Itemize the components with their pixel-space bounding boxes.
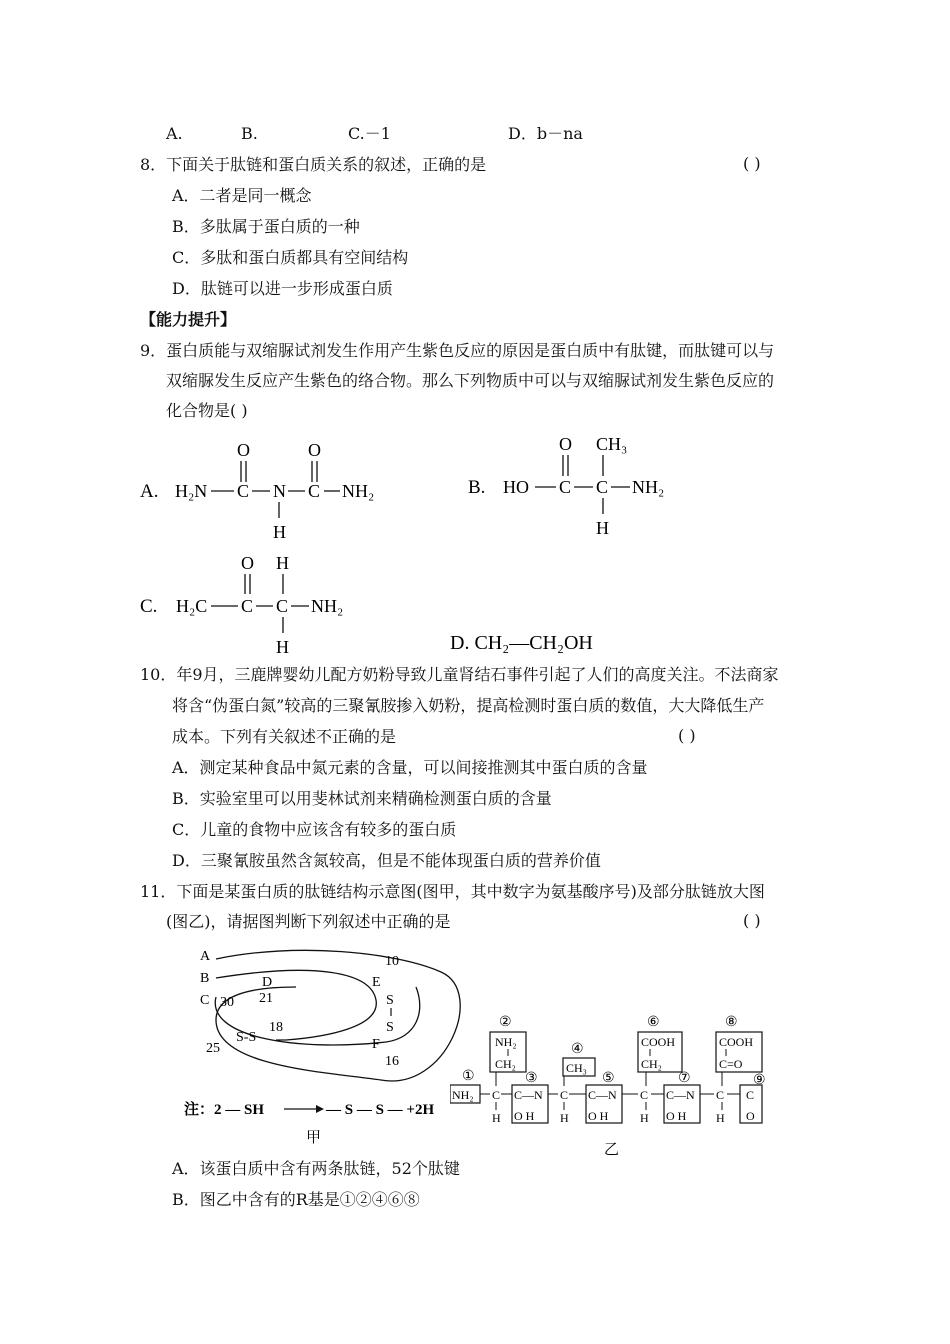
label-d: D: [262, 975, 273, 990]
structure-b-h: H: [596, 518, 609, 538]
num-18: 18: [269, 1020, 283, 1035]
ha-3: H: [640, 1111, 649, 1125]
structure-b-c1: C: [559, 477, 572, 497]
note-product: — S — S — +2H: [326, 1102, 435, 1118]
q10-option-a: A．测定某种食品中氮元素的含量，可以间接推测其中蛋白质的含量: [172, 758, 648, 777]
num-10: 10: [385, 954, 399, 969]
structure-c-htop: H: [276, 553, 289, 573]
r8-cooh: COOH: [719, 1035, 754, 1049]
q8-option-c: C．多肽和蛋白质都具有空间结构: [172, 248, 409, 267]
circle-3: ③: [525, 1071, 538, 1086]
q9-stem-line3: 化合物是( ): [166, 401, 248, 420]
structure-b-nh2: NH₂: [632, 477, 665, 497]
r6-ch2: CH₂: [641, 1057, 662, 1071]
peptide-3-oh: O H: [666, 1109, 687, 1123]
q10-option-b: B．实验室里可以用斐林试剂来精确检测蛋白质的含量: [172, 789, 552, 808]
circle-8: ⑧: [725, 1015, 738, 1030]
q9-stem-line2: 双缩脲发生反应产生紫色的络合物。那么下列物质中可以与双缩脲试剂发生紫色反应的: [166, 371, 775, 390]
q10-option-c: C．儿童的食物中应该含有较多的蛋白质: [172, 820, 457, 839]
label-e: E: [372, 975, 381, 990]
q10-stem-line2: 将含“伪蛋白氮”较高的三聚氰胺掺入奶粉，提高检测时蛋白质的数值，大大降低生产: [172, 696, 765, 715]
circle-9: ⑨: [753, 1073, 766, 1088]
q7-option-c: C.－1: [348, 124, 391, 143]
figure-yi: [450, 1012, 790, 1222]
r6-cooh: COOH: [641, 1035, 676, 1049]
section-heading: 【能力提升】: [140, 310, 237, 329]
circle-7: ⑦: [678, 1071, 691, 1086]
peptide-2-oh: O H: [588, 1109, 609, 1123]
q11-option-a: A．该蛋白质中含有两条肽链，52个肽键: [172, 1159, 460, 1178]
q8-stem: 8．下面关于肽链和蛋白质关系的叙述，正确的是: [140, 155, 487, 174]
q11-option-b: B．图乙中含有的R基是①②④⑥⑧: [172, 1190, 420, 1209]
structure-a-h: H: [273, 522, 286, 542]
structure-c-label: C.: [140, 596, 158, 617]
q8-option-a: A．二者是同一概念: [172, 186, 312, 205]
r2-ch2: CH₂: [495, 1057, 516, 1071]
peptide-2: C—N: [588, 1088, 617, 1102]
structure-a-c1: C: [237, 481, 250, 501]
ha-1: H: [492, 1111, 501, 1125]
note: 注：2 — SH: [184, 1102, 265, 1118]
ca-1: C: [492, 1088, 501, 1102]
num-21: 21: [259, 991, 273, 1006]
structure-a-h2n: H₂N: [175, 481, 208, 501]
nh2-terminal: NH₂: [452, 1088, 474, 1102]
q10-answer-paren: ( ): [678, 726, 696, 745]
structure-a-label: A.: [140, 481, 159, 502]
r8-co: C=O: [719, 1057, 743, 1071]
num-30: 30: [220, 995, 234, 1010]
structure-a-o2: O: [308, 440, 321, 460]
q9-stem-line1: 9．蛋白质能与双缩脲试剂发生作用产生紫色反应的原因是蛋白质中有肽键，而肽键可以与: [140, 341, 775, 360]
ca-4: C: [716, 1088, 725, 1102]
label-b: B: [200, 971, 210, 986]
structure-b-ch3: CH₃: [596, 434, 628, 454]
structure-a-c2: C: [308, 481, 321, 501]
structure-a-o1: O: [237, 440, 250, 460]
structure-c-c2: C: [276, 596, 289, 616]
carboxyl-c: C: [746, 1088, 755, 1102]
caption-yi: 乙: [604, 1142, 620, 1158]
q7-option-b: B.: [241, 124, 258, 143]
circle-4: ④: [571, 1042, 584, 1057]
structure-b-o: O: [559, 434, 572, 454]
structure-d: D. CH₂—CH₂OH: [450, 632, 593, 654]
peptide-1: C—N: [514, 1088, 543, 1102]
caption-jia: 甲: [306, 1130, 322, 1146]
q10-stem-line1: 10．年9月，三鹿牌婴幼儿配方奶粉导致儿童肾结石事件引起了人们的高度关注。不法商家: [140, 665, 779, 684]
carboxyl-o: O: [746, 1109, 755, 1123]
peptide-3: C—N: [666, 1088, 695, 1102]
disulfide-s2: S: [386, 1020, 394, 1035]
structure-c-hbottom: H: [276, 637, 289, 657]
structure-a-nh2: NH₂: [342, 481, 375, 501]
label-c: C: [200, 993, 210, 1008]
q10-stem-line3: 成本。下列有关叙述不正确的是: [172, 727, 397, 746]
disulfide-s1: S: [386, 993, 394, 1008]
structure-c-o: O: [241, 553, 254, 573]
label-a: A: [200, 949, 211, 964]
structure-c-c1: C: [241, 596, 254, 616]
structure-c-nh2: NH₂: [311, 596, 344, 616]
structure-a-n: N: [273, 481, 286, 501]
ca-2: C: [560, 1088, 569, 1102]
circle-1: ①: [462, 1069, 475, 1084]
q11-stem-line1: 11．下面是某蛋白质的肽链结构示意图(图甲，其中数字为氨基酸序号)及部分肽链放大图: [140, 882, 765, 901]
ha-4: H: [716, 1111, 725, 1125]
structure-b-label: B.: [468, 477, 486, 498]
q11-answer-paren: ( ): [743, 911, 761, 930]
num-25: 25: [206, 1041, 220, 1056]
q7-option-d: D．b－na: [508, 124, 583, 143]
num-16: 16: [385, 1054, 399, 1069]
q7-option-a: A.: [166, 124, 183, 143]
label-f: F: [372, 1037, 380, 1052]
circle-5: ⑤: [602, 1071, 615, 1086]
structure-b-c2: C: [596, 477, 609, 497]
ha-2: H: [560, 1111, 569, 1125]
structure-c-h2c: H₂C: [176, 596, 208, 616]
q8-option-d: D．肽链可以进一步形成蛋白质: [172, 279, 393, 298]
circle-2: ②: [499, 1015, 512, 1030]
peptide-1-oh: O H: [514, 1109, 535, 1123]
ca-3: C: [640, 1088, 649, 1102]
structure-b-ho: HO: [503, 477, 529, 497]
r4-ch3: CH₃: [566, 1061, 587, 1075]
q10-option-d: D．三聚氰胺虽然含氮较高，但是不能体现蛋白质的营养价值: [172, 851, 601, 870]
r2-nh2: NH₂: [495, 1035, 517, 1049]
q8-answer-paren: ( ): [743, 154, 761, 173]
q8-option-b: B．多肽属于蛋白质的一种: [172, 217, 360, 236]
q9-structures: [0, 430, 950, 660]
disulfide-ss: S-S: [236, 1030, 257, 1045]
q11-stem-line2: (图乙)，请据图判断下列叙述中正确的是: [166, 912, 451, 931]
circle-6: ⑥: [647, 1015, 660, 1030]
